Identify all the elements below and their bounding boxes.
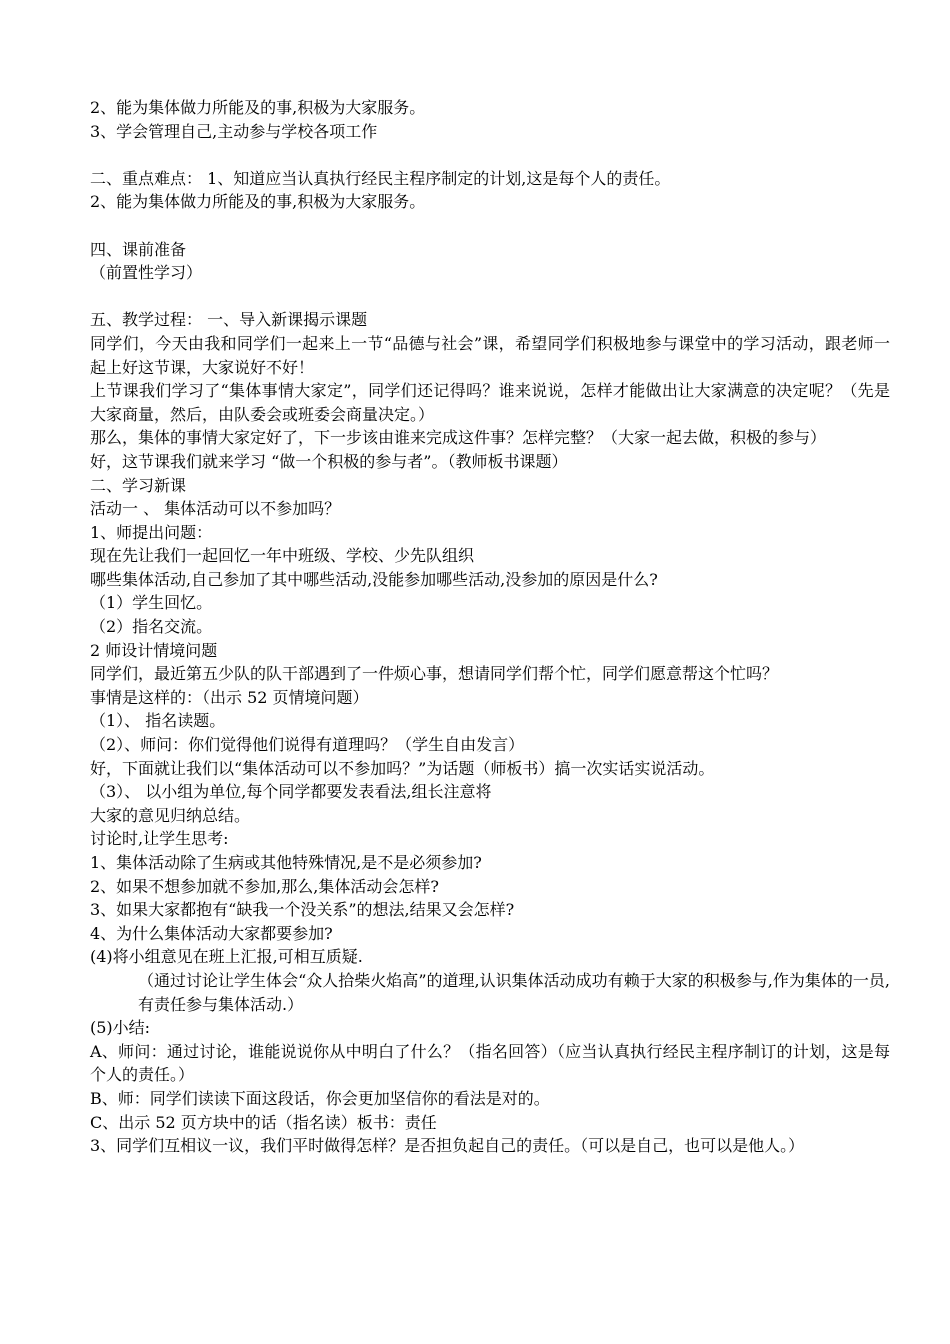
- paragraph-line: 4、为什么集体活动大家都要参加?: [90, 923, 333, 943]
- paragraph-line: 1、师提出问题：: [90, 522, 213, 542]
- paragraph-line: 2、能为集体做力所能及的事,积极为大家服务。: [90, 192, 426, 212]
- paragraph-line: 2 师设计情境问题: [90, 640, 218, 660]
- paragraph-line: 现在先让我们一起回忆一年中班级、学校、少先队组织: [90, 546, 475, 566]
- paragraph-line: 同学们，最近第五少队的队干部遇到了一件烦心事，想请同学们帮个忙，同学们愿意帮这个忙吗？: [90, 664, 779, 684]
- paragraph-line: 3、如果大家都抱有“缺我一个没关系”的想法,结果又会怎样?: [90, 900, 515, 920]
- paragraph-line: 3、同学们互相议一议，我们平时做得怎样？是否担负起自己的责任。（可以是自己，也可以是他人。）: [90, 1136, 805, 1156]
- paragraph-line: C、出示 52 页方块中的话（指名读）板书：责任: [90, 1112, 437, 1132]
- paragraph-line: （1）学生回忆。: [90, 593, 213, 613]
- paragraph-line: 四、课前准备: [90, 239, 187, 259]
- paragraph-line: （前置性学习）: [90, 263, 203, 283]
- paragraph-line: (5)小结:: [90, 1018, 151, 1038]
- paragraph-line: 五、教学过程： 一、导入新课揭示课题: [90, 310, 368, 330]
- paragraph-line: 大家的意见归纳总结。: [90, 805, 251, 825]
- paragraph-line: 讨论时,让学生思考:: [90, 829, 229, 849]
- paragraph-line: 那么，集体的事情大家定好了，下一步该由谁来完成这件事？怎样完整？（大家一起去做，积极的参与）: [90, 428, 827, 448]
- paragraph-line: （3）、 以小组为单位,每个同学都要发表看法,组长注意将: [90, 782, 492, 802]
- paragraph-line: 哪些集体活动,自己参加了其中哪些活动,没能参加哪些活动,没参加的原因是什么?: [90, 569, 658, 589]
- paragraph-line: B、师：同学们读读下面这段话，你会更加坚信你的看法是对的。: [90, 1088, 550, 1108]
- paragraph-line: 事情是这样的：（出示 52 页情境问题）: [90, 687, 369, 707]
- paragraph-line: （2）、师问：你们觉得他们说得有道理吗？（学生自由发言）: [90, 735, 525, 755]
- paragraph-line: 1、集体活动除了生病或其他特殊情况,是不是必须参加?: [90, 853, 482, 872]
- paragraph-line: (4)将小组意见在班上汇报,可相互质疑.: [90, 947, 363, 967]
- paragraph-line: 好，下面就让我们以“集体活动可以不参加吗？”为话题（师板书）搞一次实话实说活动。: [90, 758, 715, 778]
- document-page: [90, 96, 890, 1158]
- paragraph-line: 活动一 、 集体活动可以不参加吗？: [90, 499, 341, 519]
- paragraph-line: 2、能为集体做力所能及的事,积极为大家服务。: [90, 98, 426, 117]
- paragraph-line: 3、学会管理自己,主动参与学校各项工作: [90, 121, 378, 141]
- paragraph-line: 好，这节课我们就来学习 “做一个积极的参与者”。（教师板书课题）: [90, 451, 568, 471]
- paragraph-line: 同学们，今天由我和同学们一起来上一节“品德与社会”课，希望同学们积极地参与课堂中的学习活动，跟老师一起上好这节课，大家说好不好！: [90, 333, 890, 377]
- blank-line: [90, 143, 890, 167]
- paragraph-line: 二、重点难点： 1、知道应当认真执行经民主程序制定的计划,这是每个人的责任。: [90, 168, 671, 188]
- paragraph-line: （1）、 指名读题。: [90, 711, 226, 731]
- paragraph-line: （通过讨论让学生体会“众人拾柴火焰高”的道理,认识集体活动成功有赖于大家的积极参与,作为集体的一员,有责任参与集体活动.）: [138, 970, 890, 1014]
- paragraph-line: A、师问：通过讨论，谁能说说你从中明白了什么？（指名回答）（应当认真执行经民主程序制订的计划，这是每个人的责任。）: [90, 1041, 890, 1085]
- paragraph-line: 上节课我们学习了“集体事情大家定”，同学们还记得吗？谁来说说，怎样才能做出让大家满意的决定呢？（先是大家商量，然后，由队委会或班委会商量决定。）: [90, 381, 890, 424]
- blank-line: [90, 285, 890, 309]
- paragraph-line: 2、如果不想参加就不参加,那么,集体活动会怎样?: [90, 876, 439, 896]
- paragraph-line: （2）指名交流。: [90, 617, 213, 637]
- paragraph-line: 二、学习新课: [90, 475, 187, 495]
- blank-line: [90, 214, 890, 238]
